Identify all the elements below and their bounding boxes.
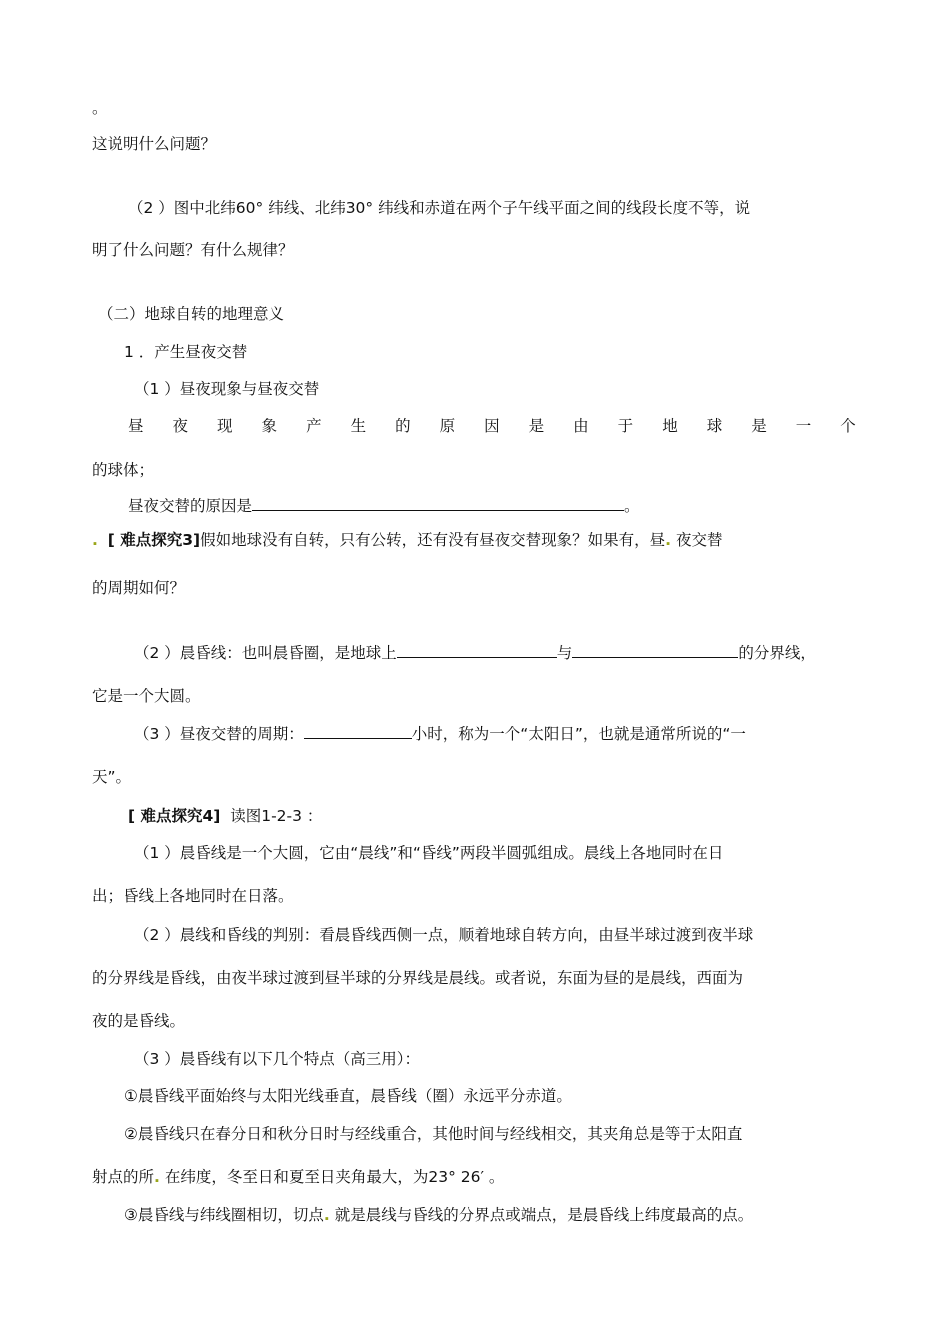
fill-in-blank[interactable] <box>397 643 557 658</box>
text-line: （2 ）晨线和昏线的判别：看晨昏线西侧一点，顺着地球自转方向，由昼半球过渡到夜半球 <box>134 926 754 944</box>
section-heading: （二）地球自转的地理意义 <box>98 305 285 323</box>
text-line: 。 <box>92 99 108 117</box>
text-line: （1 ）昼夜现象与昼夜交替 <box>134 380 320 398</box>
marker-dot: . <box>665 531 672 549</box>
marker-dot: . <box>92 531 98 549</box>
fill-in-blank[interactable] <box>572 643 738 658</box>
text-line: 的周期如何？ <box>92 579 186 597</box>
text-line: [ 难点探究4] 读图1-2-3 ： <box>128 807 323 825</box>
text-line: （1 ）晨昏线是一个大圆，它由“晨线”和“昏线”两段半圆弧组成。晨线上各地同时在日 <box>134 844 724 862</box>
text-line: （2 ）图中北纬60° 纬线、北纬30° 纬线和赤道在两个子午线平面之间的线段长度不等，说 <box>128 199 751 217</box>
marker-dot: . <box>154 1168 160 1186</box>
marker-dot: . <box>323 1206 330 1224</box>
text-line: 射点的所. 在纬度，冬至日和夏至日夹角最大，为23° 26′ 。 <box>92 1168 505 1186</box>
text-line: 明了什么问题？有什么规律？ <box>92 241 294 259</box>
text-line: （3 ）昼夜交替的周期： 小时，称为一个“太阳日”，也就是通常所说的“一 <box>134 725 746 743</box>
difficulty-tag: [ 难点探究3] <box>107 531 201 549</box>
text-line: 的球体； <box>92 461 155 479</box>
text-line: 出；昏线上各地同时在日落。 <box>92 887 294 905</box>
list-item: ①晨昏线平面始终与太阳光线垂直，晨昏线（圈）永远平分赤道。 <box>124 1087 572 1105</box>
text-line: （3 ）晨昏线有以下几个特点（高三用）： <box>134 1050 421 1068</box>
subsection-heading: 1 ．产生昼夜交替 <box>124 343 248 361</box>
text-line: 这说明什么问题？ <box>92 135 217 153</box>
text-line: 夜的是昏线。 <box>92 1012 186 1030</box>
fill-in-blank[interactable] <box>304 724 412 739</box>
spaced-text-line: 昼 夜 现 象 产 生 的 原 因 是 由 于 地 球 是 一 个 <box>128 417 856 435</box>
text-line: . [ 难点探究3]假如地球没有自转，只有公转，还有没有昼夜交替现象？如果有，昼. 夜交替 <box>92 531 723 549</box>
list-item: ②晨昏线只在春分日和秋分日时与经线重合，其他时间与经线相交，其夹角总是等于太阳直 <box>124 1125 743 1143</box>
text-line: 它是一个大圆。 <box>92 687 201 705</box>
text-line: 天”。 <box>92 768 132 786</box>
fill-in-blank[interactable] <box>252 496 624 511</box>
text-line: 的分界线是昏线，由夜半球过渡到昼半球的分界线是晨线。或者说，东面为昼的是晨线，西面为 <box>92 969 744 987</box>
difficulty-tag: [ 难点探究4] <box>128 807 221 825</box>
text-line: 昼夜交替的原因是 。 <box>128 497 640 515</box>
list-item: ③晨昏线与纬线圈相切，切点. 就是晨线与昏线的分界点或端点，是晨昏线上纬度最高的点。 <box>124 1206 754 1224</box>
text-line: （2 ）晨昏线：也叫晨昏圈，是地球上 与 的分界线， <box>134 644 816 662</box>
